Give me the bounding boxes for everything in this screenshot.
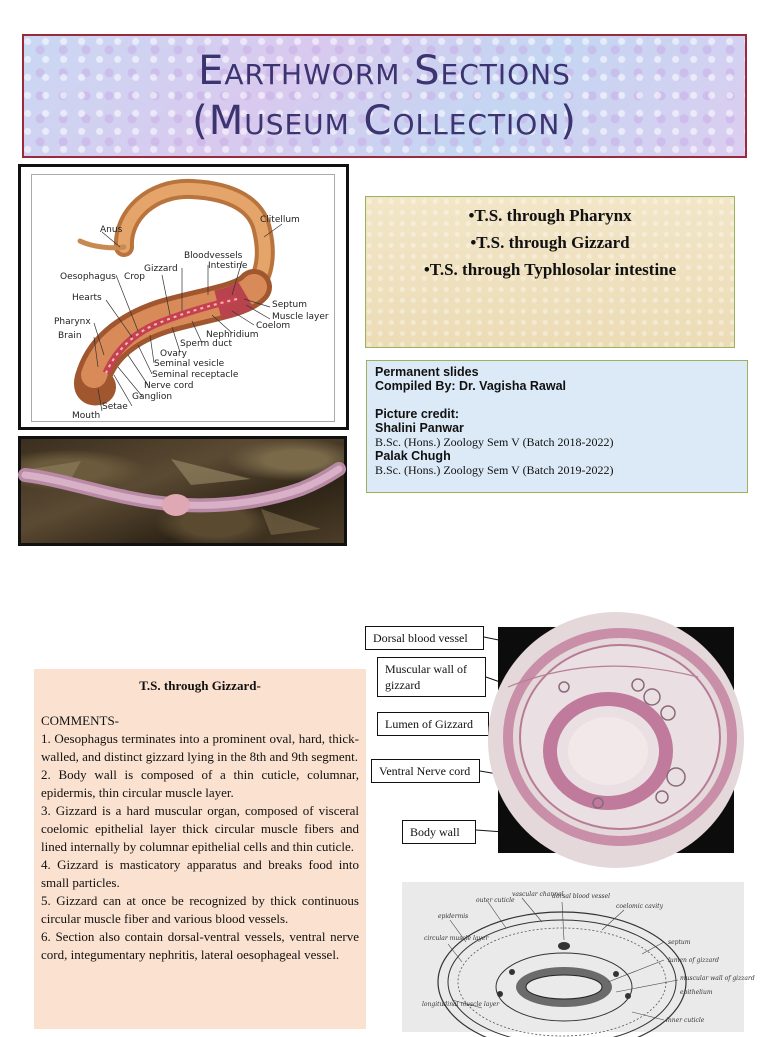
sketch-label-circular-muscle-layer: circular muscle layer [424, 935, 489, 942]
list-item: •T.S. through Typhlosolar intestine [423, 260, 677, 279]
label-crop: Crop [124, 272, 146, 282]
sketch-label-muscular-wall: muscular wall of gizzard [680, 975, 755, 982]
comment-item: 4. Gizzard is masticatory apparatus and breaks food into small particles. [41, 857, 359, 890]
callout-body-wall: Body wall [402, 820, 476, 844]
sketch-label-lumen-of-gizzard: lumen of gizzard [668, 957, 719, 964]
comment-item: 6. Section also contain dorsal-ventral vessels, ventral nerve cord, integumentary nephritis, lateral oesophageal vessel. [41, 929, 359, 962]
permanent-slides-label: Permanent slides [375, 365, 479, 379]
picture-credit-label: Picture credit: [375, 407, 460, 421]
label-septum: Septum [272, 300, 307, 310]
comments-title: T.S. through Gizzard- [139, 678, 261, 693]
comment-item: 5. Gizzard can at once be recognized by thick continuous circular muscle fiber and various blood vessels. [41, 893, 359, 926]
label-pharynx: Pharynx [54, 317, 91, 327]
label-anus: Anus [100, 225, 123, 235]
callout-lumen: Lumen of Gizzard [377, 712, 489, 736]
label-coelom: Coelom [256, 321, 291, 331]
sketch-label-coelomic-cavity: coelomic cavity [616, 903, 663, 910]
label-nerve-cord: Nerve cord [144, 381, 194, 391]
label-oesophagus: Oesophagus [60, 272, 116, 282]
callout-muscular-wall: Muscular wall of gizzard [377, 657, 486, 697]
compiled-by-label: Compiled By: Dr. Vagisha Rawal [375, 379, 567, 393]
sketch-image [402, 882, 755, 1032]
label-mouth: Mouth [72, 411, 101, 421]
label-seminal-vesicle: Seminal vesicle [154, 359, 225, 369]
label-setae: Setae [102, 402, 128, 412]
micrograph-image [498, 627, 734, 853]
comment-item: 1. Oesophagus terminates into a prominent oval, hard, thick-walled, and distinct gizzard lying in the 8th and 9th segment. [41, 731, 359, 764]
credit-person-1-detail: B.Sc. (Hons.) Zoology Sem V (Batch 2018-2022) [375, 435, 614, 449]
gizzard-section-micrograph [498, 627, 734, 853]
label-ganglion: Ganglion [132, 392, 173, 402]
label-seminal-receptacle: Seminal receptacle [152, 370, 239, 380]
list-item: •T.S. through Pharynx [468, 206, 632, 225]
comment-item: 2. Body wall is composed of a thin cuticle, columnar, epidermis, thin circular muscle layer. [41, 767, 359, 800]
sketch-label-epithelium: epithelium [680, 989, 713, 996]
label-intestine: Intestine [208, 261, 248, 271]
sketch-label-inner-cuticle: inner cuticle [666, 1017, 705, 1024]
callout-dorsal-blood-vessel: Dorsal blood vessel [365, 626, 484, 650]
sketch-label-outer-cuticle: outer cuticle [476, 897, 515, 904]
sketch-label-epidermis: epidermis [438, 913, 469, 920]
sketch-label-longitudinal-muscle-layer: longitudinal muscle layer [422, 1001, 500, 1008]
credit-person-1: Shalini Panwar [375, 421, 464, 435]
comments-heading: COMMENTS- [41, 713, 120, 728]
label-brain: Brain [58, 331, 82, 341]
label-hearts: Hearts [72, 293, 102, 303]
credit-person-2: Palak Chugh [375, 449, 451, 463]
gizzard-section-sketch [402, 882, 755, 1032]
label-clitellum: Clitellum [260, 215, 300, 225]
title-line-2: (Museum Collection) [192, 98, 577, 144]
sketch-label-vascular-channel: vascular channel [512, 891, 564, 898]
label-gizzard: Gizzard [144, 264, 178, 274]
label-muscle-layer: Muscle layer [272, 312, 329, 322]
comment-item: 3. Gizzard is a hard muscular organ, composed of visceral coelomic epithelial layer thick circular muscle fibers and lined internally by columnar epithelial cells and thin cuticle. [41, 803, 359, 854]
sketch-label-dorsal-blood-vessel: dorsal blood vessel [552, 893, 611, 900]
list-item: •T.S. through Gizzard [470, 233, 630, 252]
title-line-1: Earthworm Sections [198, 48, 571, 94]
label-blood-vessels: Bloodvessels [184, 251, 243, 261]
callout-ventral-nerve-cord: Ventral Nerve cord [371, 759, 480, 783]
label-nephridium: Nephridium [206, 330, 259, 340]
label-sperm-duct: Sperm duct [180, 339, 233, 349]
label-ovary: Ovary [160, 349, 187, 359]
sketch-label-septum: septum [668, 939, 691, 946]
credit-person-2-detail: B.Sc. (Hons.) Zoology Sem V (Batch 2019-2022) [375, 463, 614, 477]
